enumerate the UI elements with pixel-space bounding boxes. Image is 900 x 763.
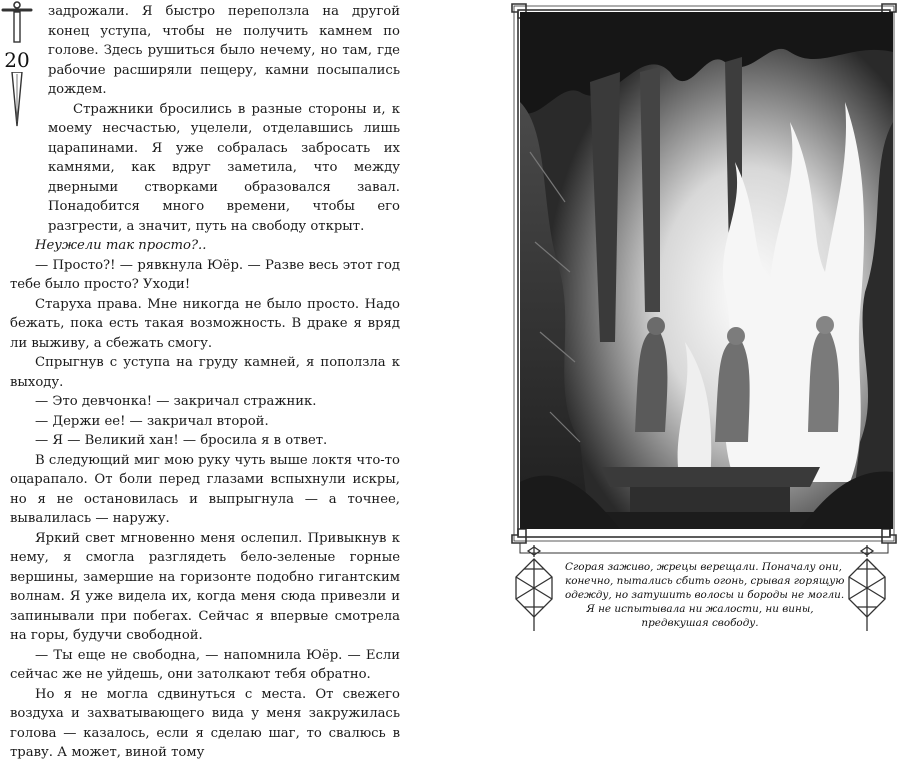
page-number: 20: [2, 48, 32, 72]
paragraph: — Ты еще не свободна, — напомнила Юёр. — Если сейчас же не уйдешь, они затолкают тебя обратно.: [10, 647, 400, 682]
paragraph: Спрыгнув с уступа на груду камней, я поползла к выходу.: [10, 355, 400, 390]
paragraph: Старуха права. Мне никогда не было просто. Надо бежать, пока есть такая возможность. В драке я вряд ли выживу, а сбежать смогу.: [10, 296, 400, 351]
paragraph: задрожали. Я быстро переползла на другой конец уступа, чтобы не получить камнем по голове. Здесь рушиться было нечему, но там, где рабочие расширяли пещеру, камни посыпались дождем.: [48, 4, 400, 97]
body-text: [10, 2, 400, 763]
paragraph: — Просто?! — рявкнула Юёр. — Разве весь этот год тебе было просто? Уходи!: [10, 257, 400, 292]
left-page: [0, 0, 450, 760]
paragraph: Неужели так просто?..: [35, 238, 207, 253]
caption-line: конечно, пытались сбить огонь, срывая горящую: [565, 575, 845, 587]
fire-illustration: [520, 12, 893, 529]
caption-line: предвкушая свободу.: [641, 617, 759, 629]
illustration-caption: [565, 560, 845, 630]
caption-line: одежду, но затушить волосы и бороды не могли.: [565, 589, 845, 601]
paragraph: — Я — Великий хан! — бросила я в ответ.: [35, 433, 328, 448]
paragraph: Но я не могла сдвинуться с места. От свежего воздуха и захватывающего вида у меня закружилась голова — казалось, если я сделаю шаг, то свалюсь в траву. А может, виной тому: [10, 686, 400, 760]
caption-line: Сгорая заживо, жрецы верещали. Поначалу они,: [565, 561, 842, 573]
paragraph: — Это девчонка! — закричал стражник.: [35, 394, 317, 409]
paragraph: — Держи ее! — закричал второй.: [35, 413, 269, 429]
gem-ornament-right-icon: [845, 545, 889, 632]
paragraph: В следующий миг мою руку чуть выше локтя что-то оцарапало. От боли перед глазами вспыхнули искры, но я не остановилась и выпрыгнула — а точнее, вывалилась — наружу.: [10, 452, 400, 526]
paragraph: Яркий свет мгновенно меня ослепил. Привыкнув к нему, я смогла разглядеть бело-зеленые горные вершины, замершие на горизонте подобно гигантским волнам. Я уже видела их, когда меня сюда привезли и запинывали при побегах. Сейчас я впервые смотрела на горы, будучи свободной.: [10, 530, 400, 643]
gem-ornament-left-icon: [512, 545, 556, 632]
paragraph: Стражники бросились в разные стороны и, к моему несчастью, уцелели, отделавшись лишь царапинами. Я уже собралась забросать их камнями, как вдруг заметила, что между дверными створками образовался завал. Понадобится много времени, чтобы его разгрести, а значит, путь на свободу открыт.: [48, 101, 400, 234]
caption-line: Я не испытывала ни жалости, ни вины,: [586, 603, 814, 615]
